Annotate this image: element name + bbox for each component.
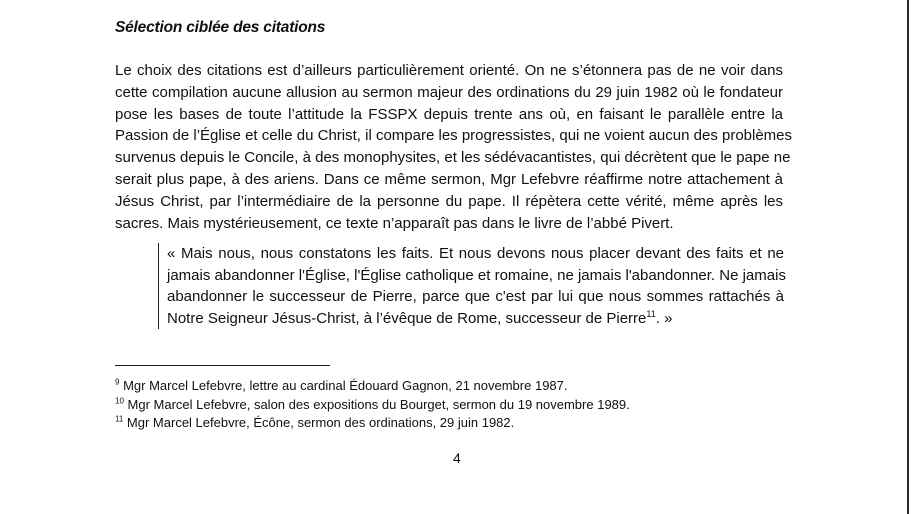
footnote-reference[interactable]: 11: [646, 308, 656, 319]
paragraph-line: Le choix des citations est d’ailleurs particulièrement orienté. On ne s’étonnera pas de ne voir dans: [115, 62, 783, 79]
body-paragraph: [115, 60, 793, 234]
quote-line-text: Notre Seigneur Jésus-Christ, à l’évêque de Rome, successeur de Pierre: [167, 309, 647, 327]
quote-line: « Mais nous, nous constatons les faits. Et nous devons nous placer devant des faits et ne: [167, 245, 784, 262]
paragraph-line: Jésus Christ, par l’intermédiaire de la personne du pape. Il répètera cette vérité, même après les: [115, 192, 783, 210]
footnote-number: 9: [115, 377, 120, 387]
quote-line: abandonner le successeur de Pierre, parce que c'est par lui que nous sommes rattachés à: [167, 288, 784, 306]
section-heading: Sélection ciblée des citations: [115, 19, 326, 36]
quote-closing: . »: [655, 309, 673, 327]
paragraph-line: serait plus pape, à des ariens. Dans ce même sermon, Mgr Lefebvre réaffirme notre attachement à: [115, 170, 783, 188]
paragraph-line: pose les bases de toute l’attitude la FSSPX depuis trente ans où, en faisant le parallèle entre la: [115, 105, 783, 123]
footnote-number: 10: [115, 396, 124, 406]
page-edge-border: [907, 0, 909, 514]
footnote-text: Mgr Marcel Lefebvre, salon des expositions du Bourget, sermon du 19 novembre 1989.: [123, 396, 630, 412]
quote-line-last: [167, 308, 784, 330]
paragraph-line: survenus depuis le Concile, à des monophysites, et les sédévacantistes, qui décrètent que le pape ne: [115, 149, 791, 167]
footnote-separator: [115, 365, 330, 366]
footnote: [115, 414, 630, 433]
paragraph-line: cette compilation aucune allusion au sermon majeur des ordinations du 29 juin 1982 où le fondateur: [115, 83, 783, 101]
quote-line: jamais abandonner l'Église, l'Église catholique et romaine, ne jamais l'abandonner. Ne jamais: [167, 266, 786, 284]
page-number: 4: [453, 450, 461, 466]
paragraph-line: Passion de l’Église et celle du Christ, il compare les progressistes, qui ne voient aucun des problèmes: [115, 127, 793, 145]
footnotes: [115, 377, 630, 433]
footnote: [115, 396, 630, 415]
footnote-text: Mgr Marcel Lefebvre, lettre au cardinal Édouard Gagnon, 21 novembre 1987.: [119, 378, 568, 393]
paragraph-line: sacres. Mais mystérieusement, ce texte n’apparaît pas dans le livre de l’abbé Pivert.: [115, 214, 674, 232]
footnote-text: Mgr Marcel Lefebvre, Écône, sermon des ordinations, 29 juin 1982.: [123, 415, 515, 430]
footnote-number: 11: [115, 414, 124, 424]
block-quote: [158, 243, 784, 329]
footnote: [115, 377, 630, 396]
